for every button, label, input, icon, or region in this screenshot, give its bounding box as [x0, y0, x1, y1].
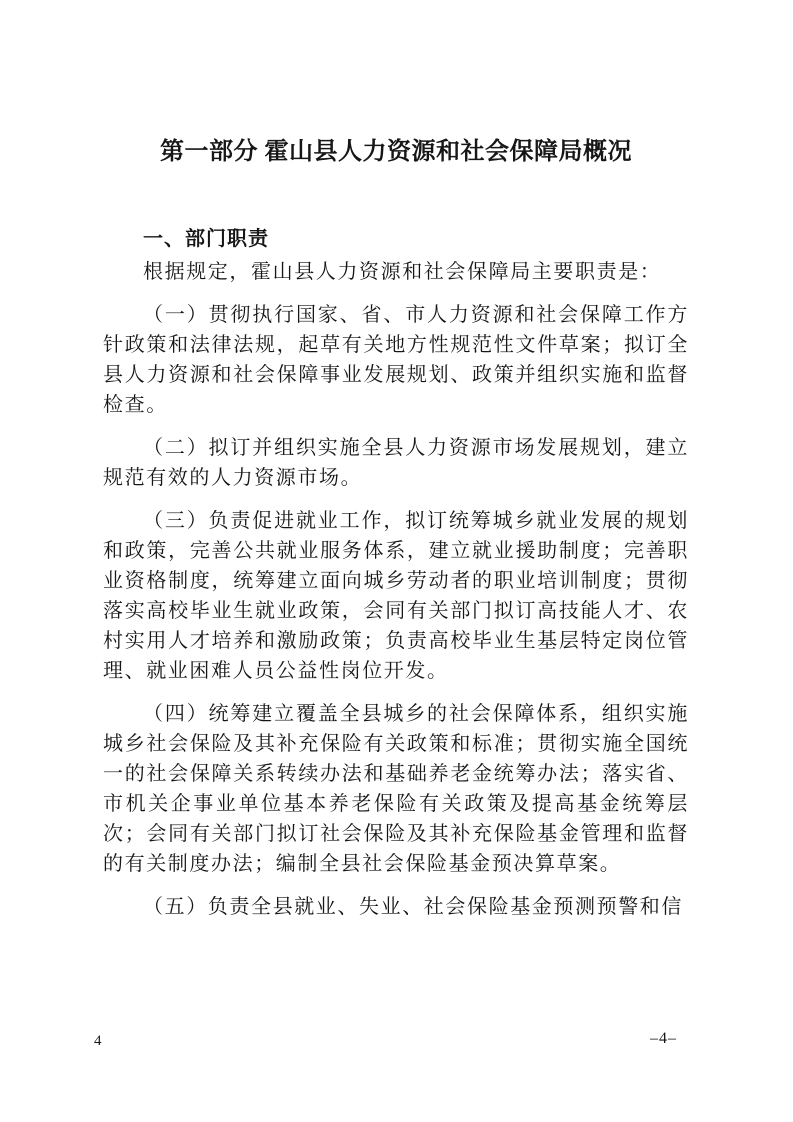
document-title: 第一部分 霍山县人力资源和社会保障局概况 [160, 139, 632, 165]
section-heading-department-duties: 一、部门职责 [143, 228, 269, 250]
page-number-right: –4– [650, 1030, 677, 1047]
page-number-left: 4 [94, 1033, 102, 1049]
paragraph-item-4: （四）统筹建立覆盖全县城乡的社会保障体系，组织实施城乡社会保险及其补充保险有关政策和标准；贯彻实施全国统一的社会保障关系转续办法和基础养老金统筹办法；落实省、市机关企事业单位基本养老保险有关政策及提高基金统筹层次；会同有关部门拟订社会保险及其补充保险基金管理和监督的有关制度办法；编制全县社会保险基金预决算草案。 [103, 703, 689, 875]
page-content [103, 0, 689, 935]
paragraph-item-2: （二）拟订并组织实施全县人力资源市场发展规划，建立规范有效的人力资源市场。 [103, 437, 689, 489]
paragraph-item-5: （五）负责全县就业、失业、社会保险基金预测预警和信 [143, 896, 683, 918]
paragraph-item-1: （一）贯彻执行国家、省、市人力资源和社会保障工作方针政策和法律法规，起草有关地方性规范性文件草案；拟订全县人力资源和社会保障事业发展规划、政策并组织实施和监督检查。 [103, 304, 689, 416]
intro-paragraph: 根据规定，霍山县人力资源和社会保障局主要职责是： [143, 261, 662, 283]
paragraph-item-3: （三）负责促进就业工作，拟订统筹城乡就业发展的规划和政策，完善公共就业服务体系，建立就业援助制度；完善职业资格制度，统筹建立面向城乡劳动者的职业培训制度；贯彻落实高校毕业生就业政策，会同有关部门拟订高技能人才、农村实用人才培养和激励政策；负责高校毕业生基层特定岗位管理、就业困难人员公益性岗位开发。 [103, 510, 689, 682]
